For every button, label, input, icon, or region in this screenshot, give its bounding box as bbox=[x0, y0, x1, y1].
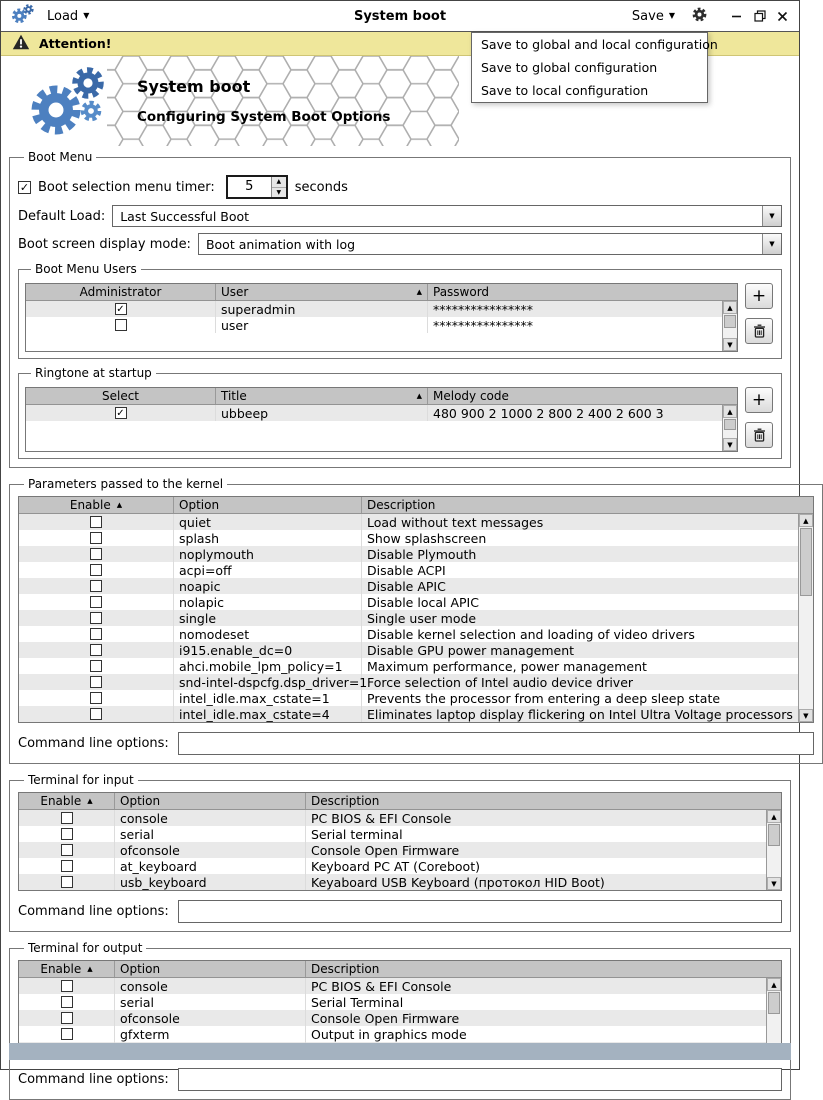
cell-description: Console Open Firmware bbox=[311, 842, 460, 858]
table-body bbox=[19, 810, 766, 890]
ringtone-section bbox=[18, 366, 782, 459]
timer-value: 5 bbox=[245, 179, 254, 194]
plus-icon: + bbox=[751, 286, 767, 306]
checkbox-cell[interactable] bbox=[19, 858, 115, 874]
scrollbar-track[interactable] bbox=[767, 823, 781, 877]
boot-menu-users-table bbox=[25, 283, 738, 352]
column-header-option[interactable] bbox=[115, 793, 306, 809]
cell-option: noplymouth bbox=[174, 546, 362, 562]
column-header-description[interactable] bbox=[362, 497, 813, 513]
cell-description: Load without text messages bbox=[367, 514, 544, 530]
cell-option: splash bbox=[174, 530, 362, 546]
combo-arrow-icon[interactable]: ▼ bbox=[762, 234, 781, 254]
column-header-administrator[interactable] bbox=[26, 284, 216, 300]
load-menu-button[interactable] bbox=[47, 9, 89, 24]
sort-asc-icon: ▲ bbox=[416, 287, 422, 296]
column-header-description[interactable] bbox=[306, 961, 781, 977]
cell-option: intel_idle.max_cstate=1 bbox=[174, 690, 362, 706]
display-mode-value: Boot animation with log bbox=[205, 237, 356, 252]
table-row[interactable] bbox=[19, 610, 798, 626]
chevron-down-icon: ▼ bbox=[668, 11, 675, 20]
checkbox-cell[interactable] bbox=[19, 626, 174, 642]
table-row[interactable] bbox=[19, 1010, 766, 1026]
ringtone-table-scrollbar[interactable] bbox=[722, 405, 737, 451]
cell-option: i915.enable_dc=0 bbox=[174, 642, 362, 658]
cell-option: at_keyboard bbox=[115, 858, 306, 874]
cell-description: PC BIOS & EFI Console bbox=[311, 978, 452, 994]
checkbox-cell[interactable] bbox=[26, 405, 216, 421]
add-user-button[interactable] bbox=[745, 283, 773, 309]
cell-option: ofconsole bbox=[115, 842, 306, 858]
row-checkbox[interactable]: ✓ bbox=[116, 303, 125, 315]
sort-asc-icon: ▲ bbox=[416, 391, 422, 400]
cell-option: gfxterm bbox=[115, 1026, 306, 1042]
delete-ringtone-button[interactable] bbox=[745, 422, 773, 448]
column-header-melody[interactable] bbox=[428, 388, 737, 404]
cell-option: usb_keyboard bbox=[115, 874, 306, 890]
cell-title: ubbeep bbox=[216, 405, 428, 421]
cell-user: superadmin bbox=[216, 301, 428, 317]
column-header-label: Description bbox=[311, 794, 380, 808]
checkbox-cell[interactable] bbox=[26, 301, 216, 317]
settings-gear-icon[interactable] bbox=[691, 6, 708, 27]
users-table-scrollbar[interactable] bbox=[722, 301, 737, 351]
cell-description: Disable Plymouth bbox=[367, 546, 477, 562]
table-row[interactable] bbox=[19, 706, 798, 722]
cell-option: intel_idle.max_cstate=4 bbox=[174, 706, 362, 722]
plus-icon: + bbox=[751, 390, 767, 410]
timer-spinner[interactable] bbox=[226, 175, 288, 199]
cell-password: **************** bbox=[433, 317, 533, 333]
checkbox-cell[interactable] bbox=[19, 826, 115, 842]
table-row[interactable] bbox=[19, 594, 798, 610]
column-header-label: Option bbox=[120, 794, 161, 808]
kernel-params-section bbox=[9, 477, 823, 764]
column-header-label: Password bbox=[433, 285, 490, 299]
ringtone-legend: Ringtone at startup bbox=[35, 366, 152, 380]
cmdline-label: Command line options: bbox=[18, 736, 169, 751]
terminal-output-legend: Terminal for output bbox=[28, 941, 143, 955]
row-checkbox[interactable] bbox=[61, 828, 73, 840]
table-row[interactable] bbox=[19, 578, 798, 594]
row-checkbox[interactable] bbox=[61, 860, 73, 872]
boot-timer-label: Boot selection menu timer: bbox=[38, 179, 215, 195]
table-row[interactable] bbox=[19, 658, 798, 674]
column-header-user[interactable] bbox=[216, 284, 428, 300]
kernel-params-legend: Parameters passed to the kernel bbox=[28, 477, 224, 491]
cell-option: console bbox=[115, 810, 306, 826]
scrollbar-thumb[interactable] bbox=[800, 528, 812, 596]
cell-description: Keyaboard USB Keyboard (протокол HID Boot) bbox=[311, 874, 605, 890]
boot-timer-checkbox[interactable]: ✓ bbox=[19, 180, 30, 194]
row-checkbox[interactable] bbox=[90, 596, 102, 608]
checkbox-cell[interactable] bbox=[19, 690, 174, 706]
column-header-description[interactable] bbox=[306, 793, 781, 809]
table-row[interactable] bbox=[19, 562, 798, 578]
table-row[interactable] bbox=[19, 626, 798, 642]
scroll-up-icon[interactable]: ▲ bbox=[799, 514, 813, 527]
cell-option: serial bbox=[115, 994, 306, 1010]
table-header-row bbox=[26, 388, 737, 405]
row-checkbox[interactable] bbox=[90, 564, 102, 576]
checkbox-cell[interactable] bbox=[19, 842, 115, 858]
cell-description: Output in graphics mode bbox=[311, 1026, 467, 1042]
column-header-option[interactable] bbox=[115, 961, 306, 977]
scrollbar-track[interactable] bbox=[767, 991, 781, 1045]
cell-option: quiet bbox=[174, 514, 362, 530]
cell-option: nolapic bbox=[174, 594, 362, 610]
kernel-table-scrollbar[interactable] bbox=[798, 514, 813, 722]
checkbox-cell[interactable] bbox=[19, 578, 174, 594]
column-header-label: User bbox=[221, 285, 249, 299]
cell-description: Show splashscreen bbox=[367, 530, 487, 546]
cell-option: acpi=off bbox=[174, 562, 362, 578]
checkbox-cell[interactable] bbox=[19, 658, 174, 674]
cell-description: Console Open Firmware bbox=[311, 1010, 460, 1026]
cell-description: Serial terminal bbox=[311, 826, 403, 842]
table-row[interactable] bbox=[19, 994, 766, 1010]
checkbox-cell[interactable] bbox=[19, 978, 115, 994]
cell-melody: 480 900 2 1000 2 800 2 400 2 600 3 bbox=[433, 405, 664, 421]
cell-description: Disable ACPI bbox=[367, 562, 446, 578]
sort-asc-icon: ▲ bbox=[87, 964, 93, 973]
row-checkbox[interactable] bbox=[61, 980, 73, 992]
chevron-down-icon: ▼ bbox=[83, 11, 90, 20]
column-header-label: Option bbox=[120, 962, 161, 976]
row-checkbox[interactable] bbox=[115, 319, 127, 331]
column-header-enable[interactable] bbox=[19, 793, 115, 809]
table-row[interactable] bbox=[26, 317, 722, 333]
scroll-down-icon[interactable]: ▼ bbox=[723, 438, 737, 451]
row-checkbox[interactable]: ✓ bbox=[116, 407, 125, 419]
column-header-option[interactable] bbox=[174, 497, 362, 513]
boot-menu-users-legend: Boot Menu Users bbox=[35, 262, 137, 276]
cell-description: Disable local APIC bbox=[367, 594, 479, 610]
column-header-label: Administrator bbox=[79, 285, 162, 299]
app-logo-icon bbox=[27, 61, 111, 147]
row-checkbox[interactable] bbox=[61, 812, 73, 824]
display-mode-select[interactable] bbox=[198, 233, 782, 255]
table-row[interactable] bbox=[19, 514, 798, 530]
scrollbar-track[interactable] bbox=[799, 527, 813, 709]
table-row[interactable] bbox=[19, 826, 766, 842]
table-row[interactable] bbox=[19, 1026, 766, 1042]
cell-description: Eliminates laptop display flickering on Intel Ultra Voltage processors bbox=[367, 706, 793, 722]
load-label: Load bbox=[47, 8, 79, 24]
kernel-cmdline-input[interactable] bbox=[178, 732, 814, 755]
row-checkbox[interactable] bbox=[90, 708, 102, 720]
save-label: Save bbox=[631, 8, 664, 24]
cell-user: user bbox=[216, 317, 428, 333]
warning-text: Attention! bbox=[39, 36, 112, 51]
table-body bbox=[26, 405, 722, 451]
row-checkbox[interactable] bbox=[90, 644, 102, 656]
column-header-enable[interactable] bbox=[19, 961, 115, 977]
scroll-up-icon[interactable]: ▲ bbox=[723, 301, 737, 314]
table-row[interactable] bbox=[19, 530, 798, 546]
cell-option: ofconsole bbox=[115, 1010, 306, 1026]
row-checkbox[interactable] bbox=[90, 580, 102, 592]
save-menu-button[interactable] bbox=[632, 9, 675, 24]
table-row[interactable] bbox=[19, 642, 798, 658]
trash-icon bbox=[753, 324, 766, 338]
cell-description: Maximum performance, power management bbox=[367, 658, 647, 674]
column-header-label: Enable bbox=[69, 498, 111, 512]
row-checkbox[interactable] bbox=[90, 692, 102, 704]
checkbox-cell[interactable] bbox=[19, 874, 115, 890]
add-ringtone-button[interactable] bbox=[745, 387, 773, 413]
default-load-label: Default Load: bbox=[18, 208, 106, 224]
scrollbar-track[interactable] bbox=[723, 418, 737, 438]
app-gears-icon bbox=[11, 3, 35, 29]
row-checkbox[interactable] bbox=[90, 628, 102, 640]
page-title: System boot bbox=[137, 77, 251, 96]
terminal-output-cmdline-input[interactable] bbox=[178, 1068, 782, 1091]
column-header-label: Description bbox=[367, 498, 436, 512]
scroll-up-icon[interactable]: ▲ bbox=[723, 405, 737, 418]
scroll-up-icon[interactable]: ▲ bbox=[767, 978, 781, 991]
column-header-label: Melody code bbox=[433, 389, 509, 403]
cmdline-label: Command line options: bbox=[18, 904, 169, 919]
kernel-params-table bbox=[18, 496, 814, 723]
checkbox-cell[interactable] bbox=[19, 1010, 115, 1026]
cell-description: Keyboard PC AT (Coreboot) bbox=[311, 858, 480, 874]
spinner-up-icon[interactable]: ▲ bbox=[272, 177, 286, 188]
column-header-title[interactable] bbox=[216, 388, 428, 404]
table-row[interactable] bbox=[19, 546, 798, 562]
column-header-label: Description bbox=[311, 962, 380, 976]
row-checkbox[interactable] bbox=[61, 876, 73, 888]
scrollbar-thumb[interactable] bbox=[724, 315, 736, 328]
scrollbar-track[interactable] bbox=[723, 314, 737, 338]
table-row[interactable] bbox=[26, 405, 722, 421]
table-row[interactable] bbox=[19, 674, 798, 690]
checkbox-cell[interactable] bbox=[19, 810, 115, 826]
terminal-input-cmdline-input[interactable] bbox=[178, 900, 782, 923]
maximize-button[interactable] bbox=[753, 10, 766, 23]
row-checkbox[interactable] bbox=[90, 516, 102, 528]
checkbox-cell[interactable] bbox=[19, 610, 174, 626]
cell-description: Single user mode bbox=[367, 610, 477, 626]
column-header-select[interactable] bbox=[26, 388, 216, 404]
checkbox-cell[interactable] bbox=[19, 642, 174, 658]
cell-option: serial bbox=[115, 826, 306, 842]
titlebar bbox=[1, 1, 799, 32]
save-dropdown-menu bbox=[471, 32, 718, 103]
row-checkbox[interactable] bbox=[90, 660, 102, 672]
column-header-label: Enable bbox=[40, 962, 82, 976]
row-checkbox[interactable] bbox=[90, 676, 102, 688]
checkbox-cell[interactable] bbox=[19, 546, 174, 562]
column-header-label: Title bbox=[221, 389, 247, 403]
cell-description: Disable kernel selection and loading of video drivers bbox=[367, 626, 695, 642]
table-row[interactable] bbox=[19, 842, 766, 858]
ringtone-table bbox=[25, 387, 738, 452]
cell-option: noapic bbox=[174, 578, 362, 594]
trash-icon bbox=[753, 428, 766, 442]
row-checkbox[interactable] bbox=[61, 1028, 73, 1040]
boot-menu-section bbox=[9, 150, 791, 468]
display-mode-label: Boot screen display mode: bbox=[18, 236, 191, 252]
scroll-down-icon[interactable]: ▼ bbox=[799, 709, 813, 722]
cell-description: Prevents the processor from entering a deep sleep state bbox=[367, 690, 721, 706]
cell-password: **************** bbox=[433, 301, 533, 317]
combo-arrow-icon[interactable]: ▼ bbox=[762, 206, 781, 226]
default-load-select[interactable] bbox=[112, 205, 782, 227]
boot-menu-legend: Boot Menu bbox=[28, 150, 93, 164]
scrollbar-thumb[interactable] bbox=[768, 824, 780, 846]
scrollbar-thumb[interactable] bbox=[724, 419, 736, 430]
row-checkbox[interactable] bbox=[90, 612, 102, 624]
scroll-down-icon[interactable]: ▼ bbox=[767, 877, 781, 890]
table-header-row bbox=[19, 961, 781, 978]
table-row[interactable] bbox=[19, 874, 766, 890]
default-load-value: Last Successful Boot bbox=[120, 209, 250, 224]
cell-option: single bbox=[174, 610, 362, 626]
checkbox-cell[interactable] bbox=[19, 530, 174, 546]
checkbox-cell[interactable] bbox=[19, 562, 174, 578]
table-body bbox=[19, 514, 798, 722]
checkbox-cell[interactable] bbox=[19, 674, 174, 690]
cell-description: Disable APIC bbox=[367, 578, 446, 594]
checkbox-cell[interactable] bbox=[19, 514, 174, 530]
checkbox-cell[interactable] bbox=[19, 1026, 115, 1042]
table-header-row bbox=[26, 284, 737, 301]
close-button[interactable] bbox=[776, 10, 789, 23]
terminal-input-table bbox=[18, 792, 782, 891]
timer-unit-label: seconds bbox=[294, 179, 348, 195]
cell-option: snd-intel-dspcfg.dsp_driver=1 bbox=[174, 674, 362, 690]
checkbox-cell[interactable] bbox=[26, 317, 216, 333]
checkbox-cell[interactable] bbox=[19, 594, 174, 610]
page-subtitle: Configuring System Boot Options bbox=[137, 109, 391, 125]
row-checkbox[interactable] bbox=[90, 548, 102, 560]
menu-item-save-global[interactable]: Save to global configuration bbox=[481, 60, 658, 75]
delete-user-button[interactable] bbox=[745, 318, 773, 344]
table-row[interactable] bbox=[26, 301, 722, 317]
column-header-enable[interactable] bbox=[19, 497, 174, 513]
column-header-label: Option bbox=[179, 498, 220, 512]
spinner-down-icon[interactable]: ▼ bbox=[272, 188, 286, 198]
row-checkbox[interactable] bbox=[90, 532, 102, 544]
checkbox-cell[interactable] bbox=[19, 706, 174, 722]
cell-description: Force selection of Intel audio device driver bbox=[367, 674, 634, 690]
terminal-input-scrollbar[interactable] bbox=[766, 810, 781, 890]
table-row[interactable] bbox=[19, 690, 798, 706]
cmdline-label: Command line options: bbox=[18, 1072, 169, 1087]
table-row[interactable] bbox=[19, 858, 766, 874]
sort-asc-icon: ▲ bbox=[87, 796, 93, 805]
menu-item-save-local[interactable]: Save to local configuration bbox=[481, 83, 649, 98]
status-bar bbox=[9, 1043, 791, 1060]
table-row[interactable] bbox=[19, 810, 766, 826]
cell-description: PC BIOS & EFI Console bbox=[311, 810, 452, 826]
cell-option: console bbox=[115, 978, 306, 994]
cell-option: nomodeset bbox=[174, 626, 362, 642]
column-header-label: Enable bbox=[40, 794, 82, 808]
table-row[interactable] bbox=[19, 978, 766, 994]
scrollbar-thumb[interactable] bbox=[768, 992, 780, 1014]
terminal-input-legend: Terminal for input bbox=[28, 773, 134, 787]
row-checkbox[interactable] bbox=[61, 1012, 73, 1024]
scroll-up-icon[interactable]: ▲ bbox=[767, 810, 781, 823]
window-title: System boot bbox=[353, 8, 447, 24]
row-checkbox[interactable] bbox=[61, 844, 73, 856]
warning-icon bbox=[12, 34, 30, 53]
table-header-row bbox=[19, 793, 781, 810]
terminal-output-section bbox=[9, 941, 791, 1100]
checkbox-cell[interactable] bbox=[19, 994, 115, 1010]
terminal-input-section bbox=[9, 773, 791, 932]
cell-description: Disable GPU power management bbox=[367, 642, 575, 658]
cell-description: Serial Terminal bbox=[311, 994, 404, 1010]
sort-asc-icon: ▲ bbox=[116, 500, 123, 509]
boot-menu-users-section bbox=[18, 262, 782, 359]
cell-option: ahci.mobile_lpm_policy=1 bbox=[174, 658, 362, 674]
column-header-password[interactable] bbox=[428, 284, 737, 300]
column-header-label: Select bbox=[101, 389, 140, 403]
table-header-row bbox=[19, 497, 813, 514]
row-checkbox[interactable] bbox=[61, 996, 73, 1008]
scroll-down-icon[interactable]: ▼ bbox=[723, 338, 737, 351]
minimize-button[interactable] bbox=[730, 10, 743, 23]
menu-item-save-global-and-local[interactable]: Save to global and local configuration bbox=[481, 37, 718, 52]
table-body bbox=[26, 301, 722, 351]
